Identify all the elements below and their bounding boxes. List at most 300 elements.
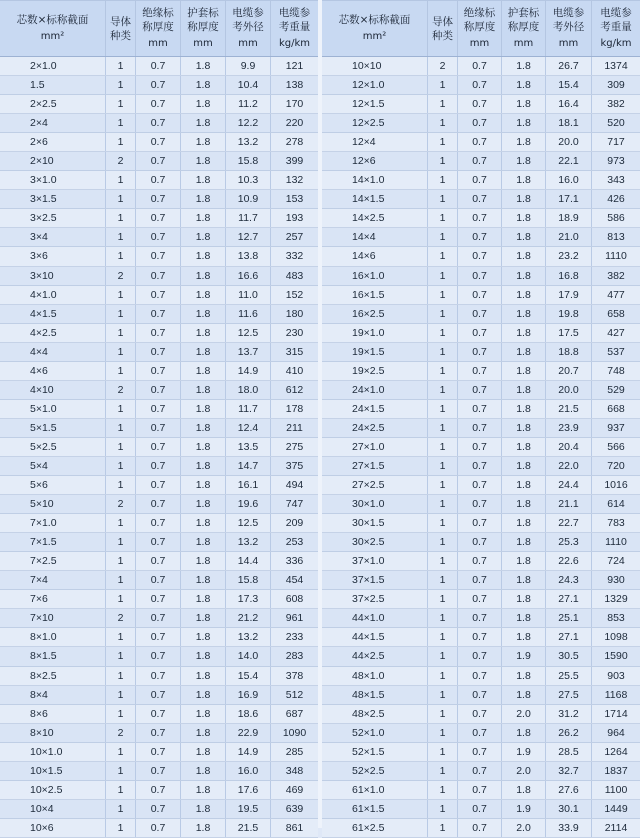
- cell-weight: 121: [285, 60, 304, 72]
- cell-weight: 747: [285, 498, 304, 511]
- cell-sheath: 1.8: [181, 171, 226, 189]
- cell-spec: 61×2.5: [322, 819, 428, 837]
- cell-insulation: 0.7: [458, 95, 502, 113]
- cell-insulation: 0.7: [458, 571, 502, 589]
- cell-diameter: 13.2: [226, 133, 271, 151]
- cell-spec: 52×2.5: [322, 762, 428, 780]
- cell-diameter: 15.4: [546, 76, 592, 94]
- cell-conductor: 1: [106, 552, 136, 570]
- cell-weight: 2114: [604, 821, 628, 834]
- table-row: [0, 247, 318, 266]
- cell-diameter: 12.5: [226, 324, 271, 342]
- cell-spec: 14×1.5: [322, 190, 428, 208]
- cell-spec: 5×2.5: [0, 438, 106, 456]
- cell-weight: 903: [607, 669, 625, 682]
- cell-weight: 278: [285, 136, 304, 149]
- cell-insulation: 0.7: [136, 305, 181, 323]
- table-row: [322, 324, 640, 343]
- cell-weight: 257: [285, 231, 304, 244]
- cell-conductor: 1: [428, 743, 458, 761]
- cell-sheath: 1.8: [181, 609, 226, 627]
- cell-weight: 275: [285, 440, 304, 453]
- cell-sheath: 1.8: [502, 267, 546, 285]
- cell-spec: 30×1.0: [322, 495, 428, 513]
- header-conductor-line1: 导体: [432, 15, 453, 28]
- table-row: [0, 781, 318, 800]
- cell-spec: 61×1.0: [322, 781, 428, 799]
- header-weight-line2: 考重量: [278, 21, 311, 33]
- cell-insulation: 0.7: [136, 190, 181, 208]
- cell-conductor: 1: [106, 362, 136, 380]
- cell-diameter: 14.4: [226, 552, 271, 570]
- cell-sheath: 1.8: [181, 190, 226, 208]
- cell-diameter: 18.6: [226, 705, 271, 723]
- cell-diameter: 27.1: [546, 628, 592, 646]
- table-header-left: [0, 0, 318, 57]
- cell-sheath: 1.8: [181, 57, 226, 75]
- cell-weight: 1374: [604, 60, 628, 72]
- cell-insulation: 0.7: [136, 114, 181, 132]
- cell-sheath: 1.8: [181, 819, 226, 837]
- cell-spec: 30×1.5: [322, 514, 428, 532]
- cell-diameter: 11.7: [226, 209, 271, 227]
- cell-sheath: 1.8: [502, 305, 546, 323]
- header-insulation: [136, 1, 181, 56]
- table-row: [0, 267, 318, 286]
- cell-insulation: 0.7: [136, 609, 181, 627]
- table-row: [322, 743, 640, 762]
- cell-diameter: 22.0: [546, 457, 592, 475]
- table-row: [0, 171, 318, 190]
- cell-diameter: 14.0: [226, 647, 271, 665]
- header-conductor: [428, 1, 458, 56]
- cell-spec: 14×2.5: [322, 209, 428, 227]
- cell-sheath: 1.8: [181, 457, 226, 475]
- header-conductor-line2: 种类: [432, 29, 453, 42]
- table-row: [0, 686, 318, 705]
- header-weight: [271, 1, 318, 56]
- cell-weight: 253: [285, 536, 304, 549]
- cell-spec: 4×1.5: [0, 305, 106, 323]
- table-row: [0, 609, 318, 628]
- cell-spec: 48×1.5: [322, 686, 428, 704]
- cell-sheath: 1.8: [502, 381, 546, 399]
- cell-spec: 10×4: [0, 800, 106, 818]
- table-row: [322, 419, 640, 438]
- cell-sheath: 1.8: [181, 628, 226, 646]
- cell-sheath: 1.8: [181, 228, 226, 246]
- cell-spec: 8×10: [0, 724, 106, 742]
- cell-spec: 12×4: [322, 133, 428, 151]
- header-diameter-unit: mm: [238, 38, 258, 49]
- cell-insulation: 0.7: [458, 647, 502, 665]
- cell-spec: 24×2.5: [322, 419, 428, 437]
- cell-weight: 1714: [604, 707, 628, 720]
- cell-sheath: 1.8: [502, 571, 546, 589]
- cell-weight: 853: [607, 612, 625, 625]
- cell-conductor: 1: [428, 800, 458, 818]
- cell-spec: 4×2.5: [0, 324, 106, 342]
- left-rows: [0, 57, 318, 838]
- cell-conductor: 1: [428, 457, 458, 475]
- cell-insulation: 0.7: [136, 476, 181, 494]
- cell-sheath: 1.8: [502, 514, 546, 532]
- cell-sheath: 1.8: [181, 552, 226, 570]
- cell-spec: 12×6: [322, 152, 428, 170]
- cell-weight: 410: [285, 364, 304, 377]
- cell-spec: 1.5: [0, 76, 106, 94]
- cell-weight: 138: [285, 79, 304, 92]
- cell-diameter: 15.8: [226, 152, 271, 170]
- cell-insulation: 0.7: [136, 686, 181, 704]
- cell-conductor: 2: [106, 609, 136, 627]
- cell-diameter: 21.5: [546, 400, 592, 418]
- cell-conductor: 1: [428, 171, 458, 189]
- cell-weight: 378: [285, 669, 304, 682]
- cell-spec: 3×10: [0, 267, 106, 285]
- cell-insulation: 0.7: [136, 705, 181, 723]
- table-row: [0, 381, 318, 400]
- cell-sheath: 1.8: [181, 590, 226, 608]
- cell-sheath: 1.9: [502, 800, 546, 818]
- cell-diameter: 23.2: [546, 247, 592, 265]
- cell-sheath: 1.8: [502, 152, 546, 170]
- cell-conductor: 1: [428, 400, 458, 418]
- cell-sheath: 1.8: [181, 381, 226, 399]
- cell-diameter: 14.9: [226, 743, 271, 761]
- cell-conductor: 1: [428, 724, 458, 742]
- cell-sheath: 1.8: [181, 400, 226, 418]
- table-row: [322, 533, 640, 552]
- cell-insulation: 0.7: [136, 743, 181, 761]
- cell-sheath: 1.8: [502, 495, 546, 513]
- cell-weight: 520: [607, 117, 625, 130]
- cell-conductor: 1: [428, 514, 458, 532]
- table-row: [0, 590, 318, 609]
- cell-spec: 7×6: [0, 590, 106, 608]
- cell-insulation: 0.7: [458, 514, 502, 532]
- cell-diameter: 12.2: [226, 114, 271, 132]
- table-row: [322, 590, 640, 609]
- cell-insulation: 0.7: [136, 571, 181, 589]
- header-conductor-line2: 种类: [110, 29, 131, 42]
- header-weight-unit: kg/km: [278, 38, 311, 49]
- cell-spec: 44×1.0: [322, 609, 428, 627]
- cell-spec: 48×2.5: [322, 705, 428, 723]
- cell-spec: 5×1.5: [0, 419, 106, 437]
- table-row: [0, 571, 318, 590]
- cell-spec: 37×2.5: [322, 590, 428, 608]
- cell-weight: 283: [285, 650, 304, 663]
- cell-insulation: 0.7: [136, 171, 181, 189]
- cell-sheath: 1.8: [502, 476, 546, 494]
- cell-spec: 7×1.0: [0, 514, 106, 532]
- cell-weight: 658: [607, 307, 625, 320]
- cell-spec: 2×6: [0, 133, 106, 151]
- cell-sheath: 1.8: [502, 57, 546, 75]
- cell-diameter: 31.2: [546, 705, 592, 723]
- cell-insulation: 0.7: [458, 800, 502, 818]
- table-row: [0, 343, 318, 362]
- cell-weight: 132: [285, 174, 304, 187]
- cell-spec: 8×1.5: [0, 647, 106, 665]
- cell-conductor: 1: [106, 171, 136, 189]
- cell-diameter: 21.5: [226, 819, 271, 837]
- cell-conductor: 1: [106, 705, 136, 723]
- cell-insulation: 0.7: [136, 133, 181, 151]
- cell-weight: 315: [285, 345, 304, 358]
- table-row: [322, 514, 640, 533]
- cell-weight: 748: [607, 364, 625, 377]
- cell-diameter: 25.3: [546, 533, 592, 551]
- cell-conductor: 1: [428, 762, 458, 780]
- table-row: [322, 133, 640, 152]
- header-sheath-unit: mm: [513, 38, 534, 49]
- cell-weight: 1837: [604, 764, 628, 777]
- cell-sheath: 1.8: [502, 419, 546, 437]
- cell-sheath: 1.8: [502, 324, 546, 342]
- cell-conductor: 1: [106, 324, 136, 342]
- cell-conductor: 1: [106, 533, 136, 551]
- cell-conductor: 1: [106, 647, 136, 665]
- cell-conductor: 1: [428, 571, 458, 589]
- cell-weight: 382: [607, 98, 625, 111]
- cell-spec: 19×2.5: [322, 362, 428, 380]
- table-row: [322, 762, 640, 781]
- table-row: [0, 76, 318, 95]
- cell-insulation: 0.7: [458, 171, 502, 189]
- cell-diameter: 20.0: [546, 381, 592, 399]
- cell-sheath: 2.0: [502, 819, 546, 837]
- cell-insulation: 0.7: [136, 95, 181, 113]
- cell-spec: 16×1.0: [322, 267, 428, 285]
- cell-insulation: 0.7: [136, 647, 181, 665]
- cell-diameter: 16.9: [226, 686, 271, 704]
- cell-diameter: 23.9: [546, 419, 592, 437]
- cell-insulation: 0.7: [136, 343, 181, 361]
- cell-diameter: 21.2: [226, 609, 271, 627]
- table-row: [322, 495, 640, 514]
- table-row: [322, 343, 640, 362]
- cell-conductor: 1: [428, 438, 458, 456]
- table-row: [0, 762, 318, 781]
- cell-weight: 566: [607, 440, 625, 453]
- cell-diameter: 25.5: [546, 667, 592, 685]
- header-sheath-line2: 称厚度: [507, 21, 540, 33]
- cell-diameter: 14.9: [226, 362, 271, 380]
- cell-diameter: 27.6: [546, 781, 592, 799]
- cell-insulation: 0.7: [136, 267, 181, 285]
- header-sheath-line1: 护套标: [507, 7, 540, 19]
- cell-spec: 44×1.5: [322, 628, 428, 646]
- cell-spec: 5×10: [0, 495, 106, 513]
- cell-sheath: 1.8: [181, 419, 226, 437]
- header-spec-unit: mm²: [40, 31, 65, 42]
- cell-weight: 1016: [604, 479, 628, 492]
- cell-insulation: 0.7: [136, 247, 181, 265]
- cell-sheath: 1.8: [181, 305, 226, 323]
- cell-spec: 30×2.5: [322, 533, 428, 551]
- header-sheath: [502, 1, 546, 56]
- cell-weight: 211: [286, 421, 303, 434]
- cell-conductor: 1: [428, 267, 458, 285]
- table-row: [322, 190, 640, 209]
- cell-spec: 4×6: [0, 362, 106, 380]
- table-row: [0, 286, 318, 305]
- cell-spec: 2×1.0: [0, 57, 106, 75]
- cell-conductor: 1: [106, 476, 136, 494]
- table-row: [0, 514, 318, 533]
- cell-weight: 717: [607, 136, 625, 149]
- cell-weight: 209: [285, 517, 304, 530]
- cell-insulation: 0.7: [458, 76, 502, 94]
- cell-sheath: 1.8: [181, 324, 226, 342]
- cell-insulation: 0.7: [458, 724, 502, 742]
- cell-spec: 48×1.0: [322, 667, 428, 685]
- cell-diameter: 18.1: [546, 114, 592, 132]
- cell-insulation: 0.7: [458, 705, 502, 723]
- header-sheath-unit: mm: [193, 38, 213, 49]
- cell-sheath: 1.8: [502, 781, 546, 799]
- cell-conductor: 1: [428, 152, 458, 170]
- cell-sheath: 1.8: [502, 343, 546, 361]
- cell-conductor: 1: [428, 781, 458, 799]
- cell-weight: 937: [607, 421, 625, 434]
- cell-conductor: 1: [428, 343, 458, 361]
- cell-conductor: 1: [428, 324, 458, 342]
- table-row: [322, 800, 640, 819]
- cell-insulation: 0.7: [458, 476, 502, 494]
- cell-conductor: 1: [106, 400, 136, 418]
- header-weight-line2: 考重量: [600, 21, 632, 33]
- cell-insulation: 0.7: [458, 819, 502, 837]
- table-row: [0, 800, 318, 819]
- cell-weight: 612: [285, 383, 304, 396]
- cell-spec: 12×1.0: [322, 76, 428, 94]
- header-diameter-line1: 电缆参: [232, 7, 264, 19]
- cell-diameter: 10.4: [226, 76, 271, 94]
- cell-insulation: 0.7: [458, 400, 502, 418]
- cell-spec: 27×1.0: [322, 438, 428, 456]
- cell-weight: 964: [607, 726, 625, 739]
- cell-weight: 170: [285, 98, 304, 111]
- header-diameter: [546, 1, 592, 56]
- cell-weight: 973: [607, 155, 625, 168]
- cell-conductor: 1: [106, 800, 136, 818]
- cell-conductor: 1: [106, 95, 136, 113]
- header-conductor: [106, 1, 136, 56]
- cell-weight: 178: [285, 402, 304, 415]
- cell-weight: 153: [285, 193, 304, 206]
- cell-conductor: 1: [106, 686, 136, 704]
- cell-insulation: 0.7: [458, 362, 502, 380]
- cell-weight: 614: [607, 498, 625, 511]
- cell-diameter: 27.5: [546, 686, 592, 704]
- cell-insulation: 0.7: [136, 228, 181, 246]
- table-row: [322, 247, 640, 266]
- cell-weight: 1110: [605, 250, 627, 263]
- cell-weight: 724: [607, 555, 625, 568]
- cell-sheath: 1.8: [502, 533, 546, 551]
- cell-weight: 861: [285, 821, 304, 834]
- cell-spec: 14×1.0: [322, 171, 428, 189]
- cell-spec: 2×2.5: [0, 95, 106, 113]
- cell-spec: 3×6: [0, 247, 106, 265]
- cell-diameter: 15.4: [226, 667, 271, 685]
- cell-diameter: 21.0: [546, 228, 592, 246]
- cell-spec: 8×6: [0, 705, 106, 723]
- cell-spec: 8×1.0: [0, 628, 106, 646]
- table-row: [322, 400, 640, 419]
- cell-spec: 3×1.0: [0, 171, 106, 189]
- cell-diameter: 15.8: [226, 571, 271, 589]
- cell-weight: 1329: [604, 593, 628, 606]
- table-row: [322, 705, 640, 724]
- cell-diameter: 19.8: [546, 305, 592, 323]
- cell-sheath: 1.8: [502, 228, 546, 246]
- cell-insulation: 0.7: [136, 533, 181, 551]
- cell-weight: 529: [607, 383, 625, 396]
- cell-conductor: 1: [106, 305, 136, 323]
- cell-conductor: 1: [428, 609, 458, 627]
- cell-insulation: 0.7: [458, 743, 502, 761]
- cell-weight: 399: [285, 155, 304, 168]
- table-row: [322, 609, 640, 628]
- table-row: [0, 57, 318, 76]
- cell-conductor: 1: [428, 552, 458, 570]
- cell-diameter: 18.9: [546, 209, 592, 227]
- cell-sheath: 1.8: [502, 76, 546, 94]
- cell-diameter: 11.7: [226, 400, 271, 418]
- cell-insulation: 0.7: [136, 495, 181, 513]
- cell-insulation: 0.7: [458, 781, 502, 799]
- cell-sheath: 1.8: [502, 247, 546, 265]
- cell-insulation: 0.7: [458, 419, 502, 437]
- cell-sheath: 1.8: [502, 552, 546, 570]
- cell-diameter: 26.2: [546, 724, 592, 742]
- cell-sheath: 1.8: [502, 133, 546, 151]
- cell-weight: 180: [285, 307, 304, 320]
- header-spec: [322, 1, 428, 56]
- cell-spec: 3×1.5: [0, 190, 106, 208]
- cell-spec: 52×1.5: [322, 743, 428, 761]
- cell-conductor: 1: [106, 57, 136, 75]
- cell-weight: 233: [285, 631, 304, 644]
- cell-conductor: 1: [428, 628, 458, 646]
- cell-diameter: 30.1: [546, 800, 592, 818]
- cell-diameter: 22.1: [546, 152, 592, 170]
- cell-weight: 382: [607, 269, 625, 282]
- table-row: [0, 457, 318, 476]
- table-row: [0, 209, 318, 228]
- cell-conductor: 1: [428, 381, 458, 399]
- cell-weight: 193: [285, 212, 304, 225]
- cell-sheath: 1.8: [181, 724, 226, 742]
- cell-weight: 1264: [604, 745, 628, 758]
- cell-sheath: 1.8: [181, 209, 226, 227]
- cell-diameter: 32.7: [546, 762, 592, 780]
- cell-sheath: 1.8: [181, 476, 226, 494]
- table-row: [322, 76, 640, 95]
- header-sheath: [181, 1, 226, 56]
- cell-sheath: 1.8: [502, 190, 546, 208]
- table-row: [322, 438, 640, 457]
- cell-diameter: 9.9: [226, 57, 271, 75]
- cell-spec: 10×1.0: [0, 743, 106, 761]
- cell-spec: 10×1.5: [0, 762, 106, 780]
- cell-diameter: 25.1: [546, 609, 592, 627]
- cell-sheath: 1.9: [502, 743, 546, 761]
